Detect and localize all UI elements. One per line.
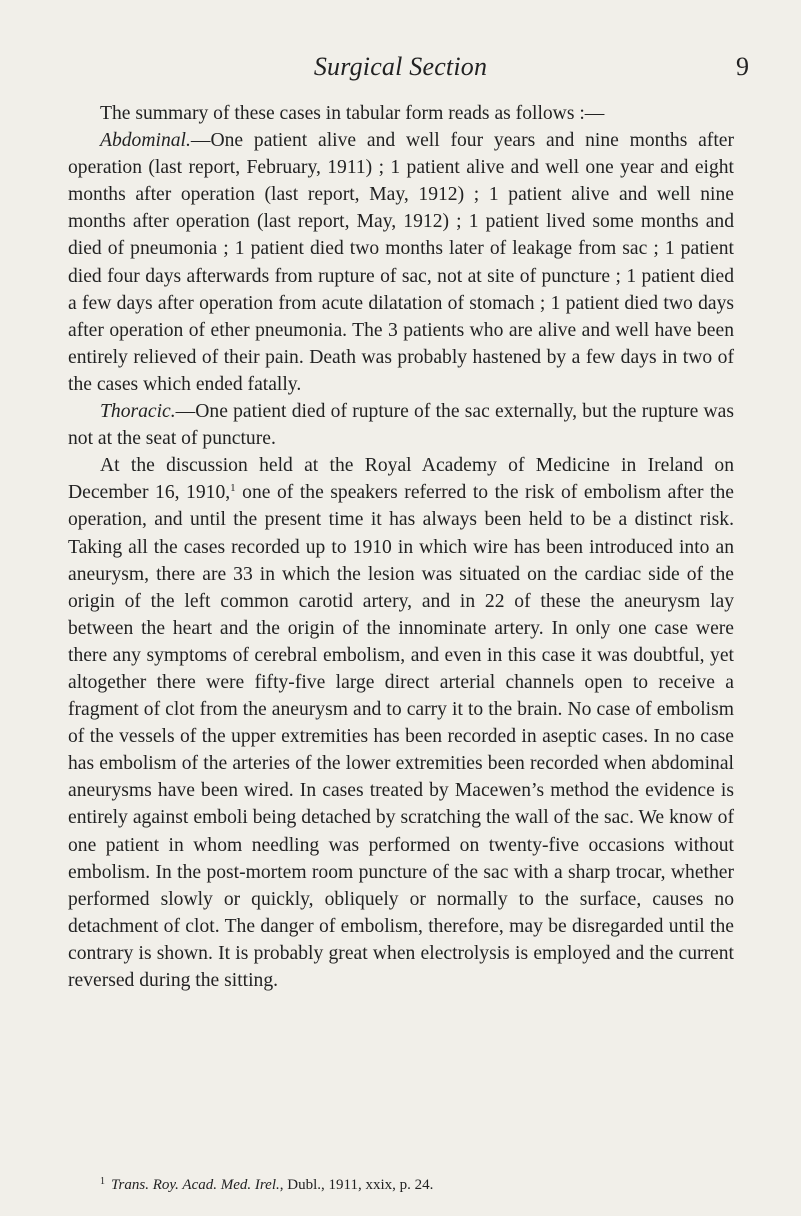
running-head: Surgical Section xyxy=(313,52,488,81)
footnote-reference: 1 xyxy=(230,482,236,495)
thoracic-text: —One patient died of rupture of the sac externally, but the rupture was not at the seat of puncture. xyxy=(68,401,734,450)
abdominal-heading: Abdominal. xyxy=(100,130,191,152)
body-text xyxy=(68,100,734,994)
paragraph-discussion xyxy=(68,452,734,994)
footnote-marker: 1 xyxy=(100,1176,105,1187)
thoracic-heading: Thoracic. xyxy=(100,401,176,423)
footnote xyxy=(100,1173,740,1194)
discussion-text-start: At the discussion held at the Royal Academy of Medicine in Ireland on December 16, 1910, xyxy=(68,455,734,504)
footnote-journal: Trans. Roy. Acad. Med. Irel. xyxy=(111,1177,280,1193)
page-number: 9 xyxy=(736,52,749,81)
abdominal-text: —One patient alive and well four years and nine months after operation (last report, February, 1911) ; 1 patient alive and well one year and eight months after operation (last report, May, 1912) ; 1 patient alive and well nine months after operation (last report, May, 1912) ; 1 patient lived some months and died of pneumonia ; 1 patient died two months later of leakage from sac ; 1 patient died four days afterwards from rupture of sac, not at site of puncture ; 1 patient died a few days after operation from acute dilatation of stomach ; 1 patient died two days after operation of ether pneumonia. The 3 patients who are alive and well have been entirely relieved of their pain. Death was probably hastened by a few days in two of the cases which ended fatally. xyxy=(68,130,734,395)
footnote-details: , Dubl., 1911, xxix, p. 24. xyxy=(279,1177,434,1193)
page-header xyxy=(0,50,801,90)
paragraph-abdominal xyxy=(68,127,734,398)
discussion-text-rest: one of the speakers referred to the risk of embolism after the operation, and until the present time it has always been held to be a distinct risk. Taking all the cases recorded up to 1910 in which wire has been introduced into an aneurysm, there are 33 in which the lesion was situated on the cardiac side of the origin of the left common carotid artery, and in 22 of these the aneurysm lay between the heart and the origin of the innominate artery. In only one case were there any symptoms of cerebral embolism, and even in this case it was doubtful, yet altogether there were fifty-five large direct arterial channels open to receive a fragment of clot from the aneurysm and to carry it to the brain. No case of embolism of the vessels of the upper extremities has been recorded in aseptic cases. In no case has embolism of the arteries of the lower extremities been recorded when abdominal aneurysms have been wired. In cases treated by Macewen’s method the evidence is entirely against emboli being detached by scratching the wall of the sac. We know of one patient in whom needling was performed on twenty-five occasions without embolism. In the post-mortem room puncture of the sac with a sharp trocar, whether performed slowly or quickly, obliquely or normally to the surface, causes no detachment of clot. The danger of embolism, therefore, may be disregarded until the contrary is shown. It is probably great when electrolysis is employed and the current reversed during the sitting. xyxy=(68,482,734,991)
paragraph-summary: The summary of these cases in tabular form reads as follows :— xyxy=(100,103,605,124)
paragraph-thoracic xyxy=(68,398,734,452)
